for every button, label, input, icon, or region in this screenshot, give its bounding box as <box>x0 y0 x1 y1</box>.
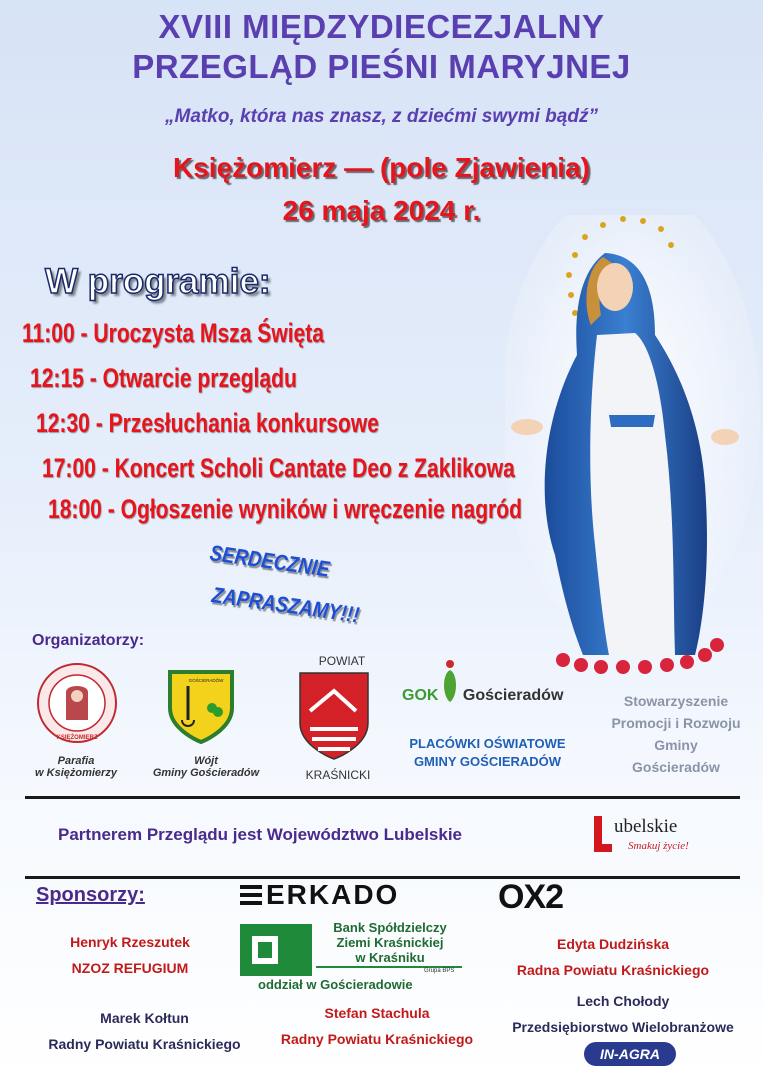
wojt-crest-text: GOŚCIERADÓW <box>188 678 224 683</box>
wojt-crest-logo <box>166 668 236 746</box>
sponsor-name: Edyta Dudzińska <box>556 936 670 952</box>
divider <box>25 796 740 799</box>
bank-logo-icon <box>238 922 314 978</box>
schools-line2: GMINY GOŚCIERADÓW <box>413 754 562 769</box>
sponsor-name: Henryk Rzeszutek <box>70 934 190 950</box>
gok-logo-name: Gościeradów <box>462 687 564 704</box>
sponsor-org: NZOZ REFUGIUM <box>71 960 189 976</box>
event-date: 26 maja 2024 r. <box>282 195 481 226</box>
parish-caption-1: Parafia <box>57 755 95 767</box>
sponsors-heading: Sponsorzy: <box>36 884 145 906</box>
wojt-caption-1: Wójt <box>194 755 218 767</box>
parish-seal-logo <box>36 662 118 744</box>
program-heading: W programie: <box>45 262 271 301</box>
association-line: Gościeradów <box>632 759 720 775</box>
bank-name-line1: Bank Spółdzielczy <box>333 920 447 935</box>
sponsor-name: Marek Kołtun <box>100 1010 189 1026</box>
parish-seal-text: KSIĘŻOMIERZ <box>56 735 98 741</box>
parish-caption-2: w Księżomierzy <box>35 767 117 779</box>
lubelskie-l-icon <box>592 814 614 854</box>
bank-name-line3: w Kraśniku <box>355 950 425 965</box>
program-item: 12:15 - Otwarcie przeglądu <box>30 363 297 393</box>
event-place: Księżomierz — (pole Zjawienia) <box>173 152 590 183</box>
program-item: 17:00 - Koncert Scholi Cantate Deo z Zaklikowa <box>42 453 515 483</box>
bank-group: Grupa BPS <box>424 968 455 974</box>
lubelskie-tagline: Smakuj życie! <box>628 840 689 852</box>
erkado-text: ERKADO <box>266 879 400 910</box>
erkado-logo <box>240 881 440 913</box>
bank-name-line2: Ziemi Kraśnickiej <box>336 935 444 950</box>
event-title-line2: PRZEGLĄD PIEŚNI MARYJNEJ <box>132 48 631 85</box>
partner-text: Partnerem Przeglądu jest Województwo Lubelskie <box>58 825 462 844</box>
powiat-top-text: POWIAT <box>318 654 366 668</box>
wojt-caption-2: Gminy Gościeradów <box>152 767 260 779</box>
sponsor-org: Radny Powiatu Kraśnickiego <box>280 1031 474 1047</box>
event-motto: „Matko, która nas znasz, z dziećmi swymi bądź” <box>165 106 598 127</box>
sponsor-org: Radna Powiatu Kraśnickiego <box>516 962 710 978</box>
virgin-mary-image <box>505 215 763 675</box>
program-item: 11:00 - Uroczysta Msza Święta <box>22 318 325 348</box>
sponsor-org: Radny Powiatu Kraśnickiego <box>48 1036 241 1052</box>
lubelskie-logo <box>592 810 712 860</box>
inagra-logo: IN-AGRA <box>584 1042 676 1066</box>
bank-branch: oddział w Gościeradowie <box>258 977 413 992</box>
sponsor-org: Przedsiębiorstwo Wielobranżowe <box>512 1019 734 1035</box>
ox2-logo: OX2 <box>498 878 564 916</box>
powiat-bottom-text: KRAŚNICKI <box>305 768 371 782</box>
powiat-crest-logo <box>298 671 370 763</box>
program-item: 18:00 - Ogłoszenie wyników i wręczenie nagród <box>48 494 522 524</box>
event-title-line1: XVIII MIĘDZYDIECEZJALNY <box>158 8 605 45</box>
association-line: Gminy <box>654 737 698 753</box>
sponsor-name: Lech Chołody <box>576 993 670 1009</box>
program-item: 12:30 - Przesłuchania konkursowe <box>36 408 379 438</box>
invite-line1: SERDECZNIE <box>208 540 332 582</box>
gok-logo-gok: GOK <box>402 687 439 704</box>
association-line: Promocji i Rozwoju <box>611 715 741 731</box>
sponsor-name: Stefan Stachula <box>324 1005 430 1021</box>
invite-line2: ZAPRASZAMY!!! <box>210 582 361 628</box>
schools-line1: PLACÓWKI OŚWIATOWE <box>409 736 566 751</box>
lubelskie-name: ubelskie <box>614 816 678 837</box>
association-line: Stowarzyszenie <box>623 693 729 709</box>
organizers-heading: Organizatorzy: <box>32 632 145 649</box>
